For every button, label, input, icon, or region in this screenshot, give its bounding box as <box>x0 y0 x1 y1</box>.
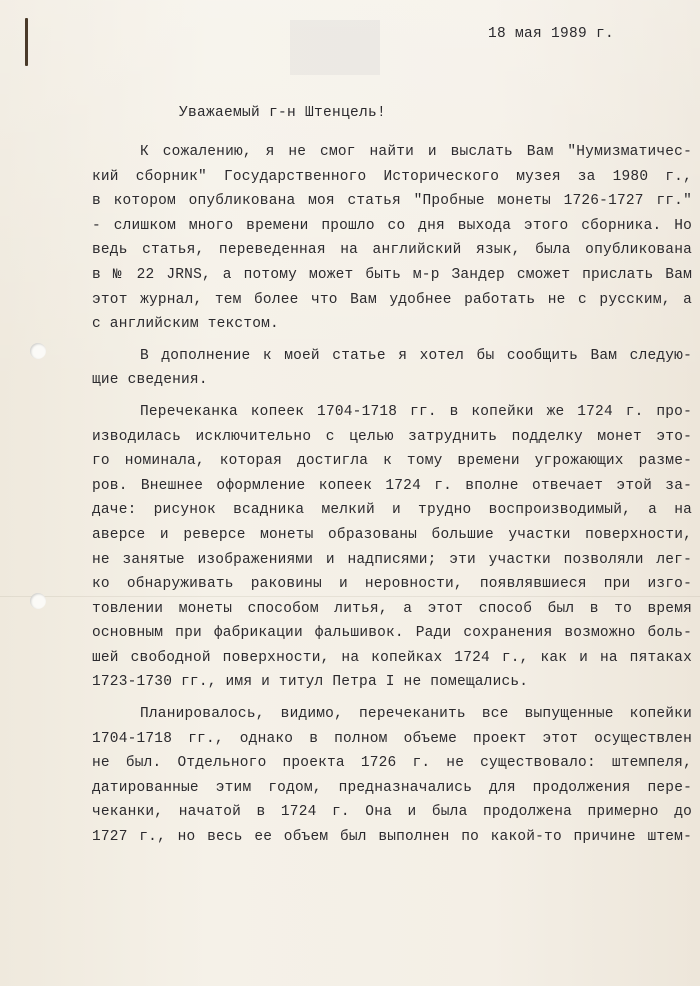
text-line: шей свободной поверхности, на копейках 1724 г., как и на пятаках <box>92 649 692 666</box>
text-line: Планировалось, видимо, перечеканить все выпущенные копейки <box>140 706 692 723</box>
text-line: К сожалению, я не смог найти и выслать Вам "Нумизматичес- <box>140 144 692 160</box>
text-line: 1727 г., но весь ее объем был выполнен по какой-то причине штем- <box>92 829 692 846</box>
bleed-through-stamp <box>290 20 380 75</box>
punch-hole-bottom <box>30 593 46 609</box>
text-line: основным при фабрикации фальшивок. Ради сохранения возможно боль- <box>92 625 692 642</box>
text-line: даче: рисунок всадника мелкий и трудно воспроизводимый, а на <box>92 502 692 519</box>
letter-date: 18 мая 1989 г. <box>488 26 615 42</box>
text-line: В дополнение к моей статье я хотел бы сообщить Вам следую- <box>140 347 692 364</box>
letter-body <box>92 144 692 854</box>
text-line: ведь статья, переведенная на английский язык, была опубликована <box>92 242 692 259</box>
text-line: в № 22 JRNS, а потому может быть м-р Зандер сможет прислать Вам <box>92 266 692 283</box>
text-line: 1723-1730 гг., имя и титул Петра I не помещались. <box>92 674 529 691</box>
text-line: изводилась исключительно с целью затруднить подделку монет это- <box>92 428 692 445</box>
text-line: товлении монеты способом литья, а этот способ был в то время <box>92 600 692 617</box>
text-line: не был. Отдельного проекта 1726 г. не существовало: штемпеля, <box>92 755 692 772</box>
text-line: го номинала, которая достигла к тому времени угрожающих разме- <box>92 453 692 470</box>
text-line: датированные этим годом, предназначались для продолжения пере- <box>92 779 692 796</box>
text-line: Перечеканка копеек 1704-1718 гг. в копейки же 1724 г. про- <box>140 403 692 420</box>
text-line: 1704-1718 гг., однако в полном объеме проект этот осуществлен <box>92 730 692 747</box>
letter-salutation: Уважаемый г-н Штенцель! <box>179 105 387 121</box>
text-line: этот журнал, тем более что Вам удобнее работать не с русским, а <box>92 291 692 308</box>
text-line: с английским текстом. <box>92 316 279 333</box>
text-line: аверсе и реверсе монеты образованы большие участки поверхности, <box>92 526 692 543</box>
text-line: - слишком много времени прошло со дня выхода этого сборника. Но <box>92 217 692 234</box>
punch-hole-top <box>30 343 46 359</box>
text-line: чеканки, начатой в 1724 г. Она и была продолжена примерно до <box>92 804 692 821</box>
text-line: щие сведения. <box>92 372 208 389</box>
text-line: ров. Внешнее оформление копеек 1724 г. вполне отвечает этой за- <box>92 477 692 494</box>
text-line: в котором опубликована моя статья "Пробные монеты 1726-1727 гг." <box>92 193 692 210</box>
ink-mark <box>25 18 28 66</box>
text-line: кий сборник" Государственного Исторического музея за 1980 г., <box>92 168 692 185</box>
text-line: не занятые изображениями и надписями; эти участки позволяли лег- <box>92 551 692 568</box>
text-line: ко обнаруживать раковины и неровности, появлявшиеся при изго- <box>92 576 692 593</box>
